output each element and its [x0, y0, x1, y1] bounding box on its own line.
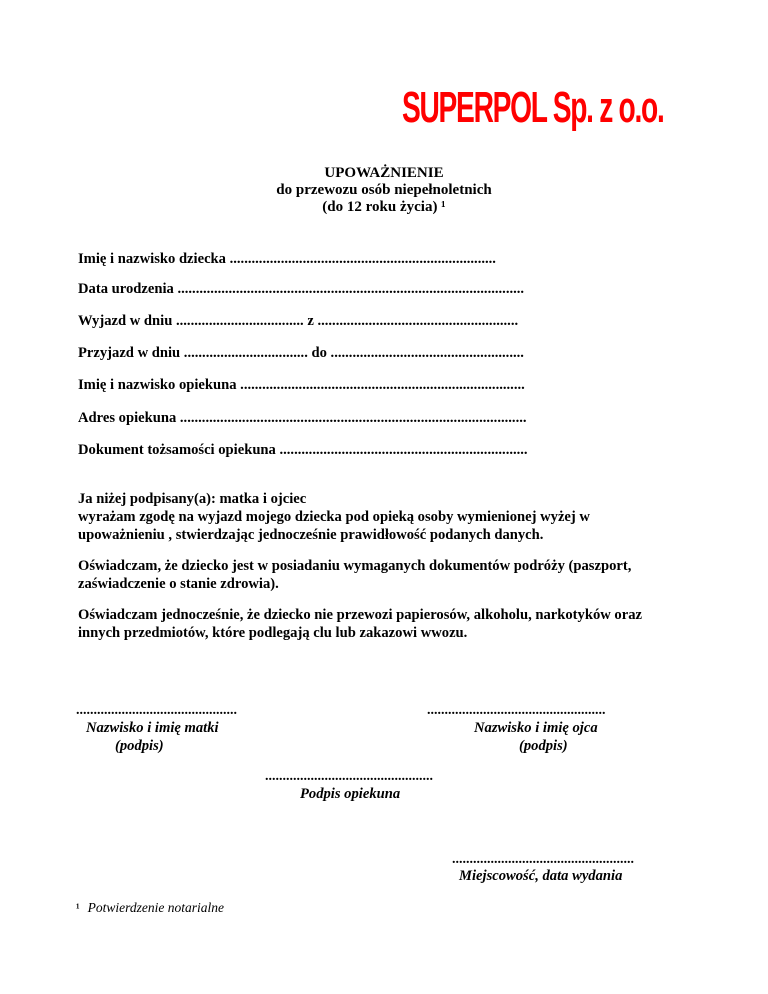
field-arrival[interactable]: Przyjazd w dniu .................................. do .....................................................	[78, 345, 524, 361]
field-guardian-address[interactable]: Adres opiekuna ...............................................................................................	[78, 410, 527, 426]
footnote	[76, 900, 224, 916]
field-guardian-document[interactable]: Dokument tożsamości opiekuna ....................................................................	[78, 442, 528, 458]
documents-declaration	[78, 557, 678, 593]
footnote-mark: ¹	[76, 901, 80, 915]
father-signature-sub: (podpis)	[519, 738, 568, 754]
consent-paragraph	[78, 490, 678, 544]
mother-signature-sub: (podpis)	[115, 738, 164, 754]
guardian-signature-label: Podpis opiekuna	[300, 786, 401, 802]
field-child-name[interactable]: Imię i nazwisko dziecka .........................................................................	[78, 251, 496, 267]
declaration-line: innych przedmiotów, które podlegają clu lub zakazowi wwozu.	[78, 625, 468, 641]
field-birth-date[interactable]: Data urodzenia ...............................................................................................	[78, 281, 525, 297]
consent-line: Ja niżej podpisany(a): matka i ojciec	[78, 491, 307, 507]
guardian-signature-line[interactable]: ................................................	[265, 769, 433, 784]
place-date-line[interactable]: ....................................................	[452, 852, 634, 867]
field-departure[interactable]: Wyjazd w dniu ................................... z .......................................................	[78, 313, 519, 329]
declaration-line: Oświadczam, że dziecko jest w posiadaniu wymaganych dokumentów podróży (paszport,	[78, 558, 632, 574]
goods-declaration	[78, 606, 678, 642]
father-signature-line[interactable]: ...................................................	[427, 703, 606, 718]
father-signature-label: Nazwisko i imię ojca	[474, 720, 598, 736]
consent-line: upoważnieniu , stwierdzając jednocześnie prawidłowość podanych danych.	[78, 527, 544, 543]
consent-line: wyrażam zgodę na wyjazd mojego dziecka pod opieką osoby wymienionej wyżej w	[78, 509, 590, 525]
declaration-line: zaświadczenie o stanie zdrowia).	[78, 576, 279, 592]
mother-signature-label: Nazwisko i imię matki	[86, 720, 219, 736]
place-date-label: Miejscowość, data wydania	[459, 868, 623, 884]
document-title: UPOWAŻNIENIE	[324, 165, 444, 181]
declaration-line: Oświadczam jednocześnie, że dziecko nie przewozi papierosów, alkoholu, narkotyków oraz	[78, 607, 642, 623]
document-subtitle-age: (do 12 roku życia) ¹	[322, 199, 446, 215]
field-guardian-name[interactable]: Imię i nazwisko opiekuna ..............................................................................	[78, 377, 525, 393]
mother-signature-line[interactable]: ..............................................	[76, 703, 237, 718]
document-subtitle: do przewozu osób niepełnoletnich	[276, 182, 492, 198]
footnote-text: Potwierdzenie notarialne	[87, 900, 224, 915]
company-logo: SUPERPOL Sp. z o.o.	[402, 83, 664, 132]
